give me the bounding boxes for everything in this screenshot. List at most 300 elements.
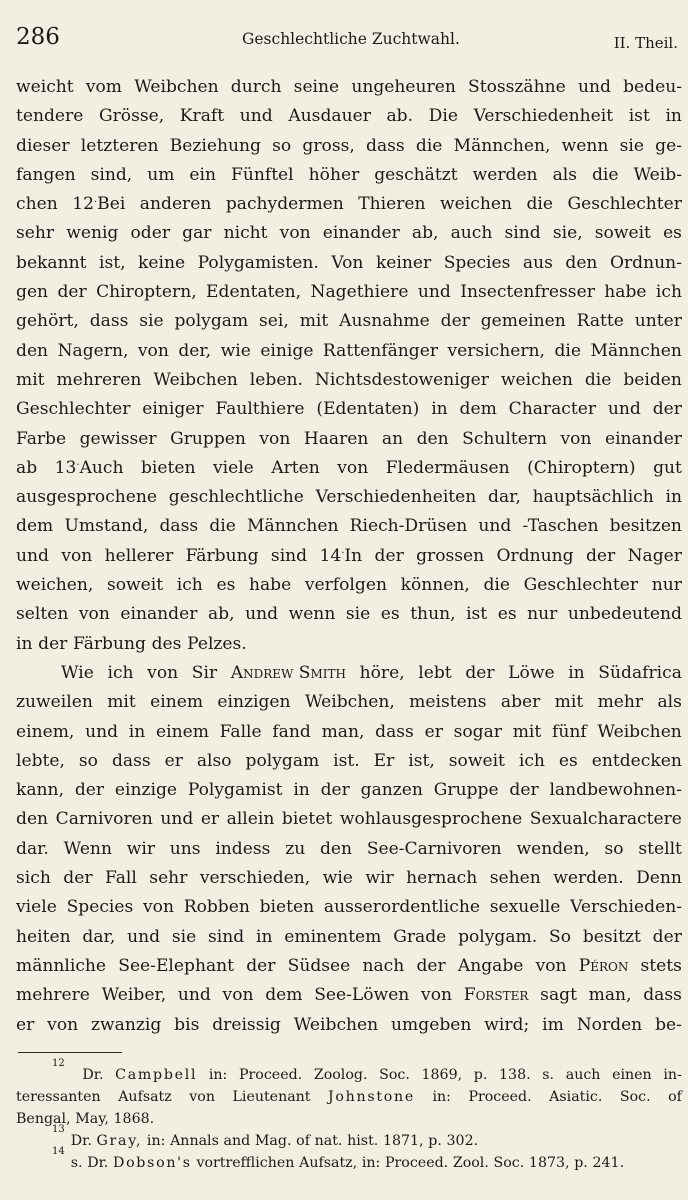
- text-line: [16, 190, 682, 219]
- word: 14.In: [319, 545, 363, 566]
- word: 241.: [592, 1155, 625, 1171]
- word: gen: [16, 282, 49, 303]
- word: sind: [270, 545, 308, 566]
- word: die: [526, 194, 553, 215]
- word: gross,: [302, 135, 355, 156]
- word: von: [189, 1089, 215, 1105]
- word: Sir: [191, 662, 218, 683]
- word: keine: [138, 252, 186, 273]
- word: versichern,: [447, 340, 545, 361]
- word: ausgesprochene: [16, 487, 158, 508]
- word: eminentem: [284, 926, 382, 947]
- footnote-line: [16, 1108, 682, 1130]
- text-line: [16, 249, 682, 278]
- word: Dr.: [87, 1155, 109, 1171]
- text-line: [16, 776, 682, 805]
- word: des: [151, 633, 182, 654]
- word: der: [374, 545, 404, 566]
- word: ab,: [207, 604, 235, 625]
- word: die: [415, 135, 443, 156]
- word: der: [57, 282, 87, 303]
- word: Geschlechter: [523, 575, 639, 596]
- word: p.: [574, 1155, 588, 1171]
- page-number: 286: [16, 24, 60, 50]
- word: 1869,: [421, 1067, 463, 1083]
- text-line: [16, 512, 682, 541]
- word: entdecken: [591, 750, 682, 771]
- word: Nagethiere: [310, 282, 409, 303]
- word: Dr.: [82, 1067, 104, 1083]
- word: ich: [176, 575, 203, 596]
- word: Asiatic.: [549, 1089, 603, 1105]
- word: aber: [500, 692, 541, 713]
- word: heiten: [16, 926, 71, 947]
- word: bieten: [259, 897, 315, 918]
- text-line: [16, 1011, 682, 1040]
- text-line: [16, 483, 682, 512]
- word: er: [164, 750, 183, 771]
- word: sexuelle: [489, 897, 561, 918]
- word: Denn: [636, 868, 682, 889]
- word: be-: [655, 1014, 682, 1035]
- word: Stosszähne: [468, 77, 566, 97]
- text-line: [16, 688, 682, 717]
- word: Färbung: [185, 545, 259, 566]
- word: Faulthiere: [215, 399, 305, 420]
- word: in: [568, 662, 585, 683]
- word: die: [591, 164, 619, 185]
- word: 302.: [446, 1133, 479, 1149]
- word: 1868.: [113, 1111, 155, 1127]
- word: 1873,: [528, 1155, 570, 1171]
- word: Edentaten,: [206, 282, 302, 303]
- word: hernach: [406, 868, 478, 889]
- word: sei,: [259, 311, 289, 332]
- text-line: [16, 337, 682, 366]
- word: geschlechtliche: [168, 487, 304, 508]
- word: habe: [248, 575, 292, 596]
- word: von: [560, 428, 592, 449]
- word: lebt: [418, 662, 452, 683]
- word: unter: [634, 311, 682, 332]
- word: Proceed.: [468, 1089, 532, 1105]
- word: seine: [293, 77, 340, 97]
- word: wenn: [561, 135, 609, 156]
- word: nat.: [314, 1133, 343, 1149]
- word: Weibchen,: [304, 692, 395, 713]
- word: von: [259, 428, 291, 449]
- word: Character: [508, 399, 597, 420]
- footnote-line: [16, 1058, 682, 1086]
- word: männliche: [16, 955, 107, 976]
- word: hellerer: [104, 545, 174, 566]
- word: hauptsächlich: [532, 487, 654, 508]
- word: der: [652, 926, 682, 947]
- running-title: Geschlechtliche Zuchtwahl.: [242, 30, 460, 48]
- word: nur: [527, 604, 558, 625]
- word: Annals: [170, 1133, 219, 1149]
- word: Fünftel: [230, 164, 294, 185]
- text-line: [16, 835, 682, 864]
- word: bieten: [140, 457, 196, 478]
- word: Péron: [578, 955, 629, 976]
- word: weichen,: [16, 575, 94, 596]
- word: verfolgen: [304, 575, 387, 596]
- word: es: [216, 575, 236, 596]
- word: teressanten: [16, 1089, 101, 1105]
- word: einander: [604, 428, 682, 449]
- word: indess: [215, 838, 271, 859]
- word: Verschieden-: [570, 897, 682, 918]
- word: in: [665, 106, 682, 127]
- word: einiger: [142, 399, 204, 420]
- word: habe: [604, 282, 647, 303]
- word: und: [245, 604, 279, 625]
- word: Zool.: [452, 1155, 489, 1171]
- word: den: [16, 340, 49, 361]
- word: es: [558, 750, 578, 771]
- word: in: [16, 633, 33, 654]
- word: ab.: [386, 106, 414, 127]
- word: Weibchen: [153, 369, 238, 390]
- word: ich: [655, 282, 682, 303]
- word: Arten: [271, 457, 320, 478]
- footnote-number: 12: [52, 1058, 65, 1069]
- word: in: [255, 926, 273, 947]
- word: tendere: [16, 106, 84, 127]
- word: höre,: [359, 662, 405, 683]
- footnote-number: 14: [52, 1146, 65, 1157]
- word: Umstand,: [64, 516, 149, 537]
- word: sie: [345, 604, 371, 625]
- word: dreissig: [212, 1014, 281, 1035]
- text-line: [16, 571, 682, 600]
- word: besitzen: [609, 516, 682, 537]
- word: mehr: [597, 692, 644, 713]
- text-line: [16, 952, 682, 981]
- word: fangen: [16, 164, 76, 185]
- text-line: [16, 425, 682, 454]
- word: Fall: [105, 868, 137, 889]
- word: ab: [16, 457, 38, 478]
- word: bedeu-: [623, 77, 682, 97]
- word: Dobson's: [112, 1155, 192, 1171]
- word: der: [74, 780, 105, 801]
- word: s.: [542, 1067, 555, 1083]
- word: so: [604, 838, 624, 859]
- word: of: [296, 1133, 310, 1149]
- word: sehen: [489, 868, 541, 889]
- word: einem: [156, 721, 209, 742]
- word: 13.Auch: [54, 457, 124, 478]
- word: mit: [16, 369, 45, 390]
- word: einander: [120, 604, 198, 625]
- word: in: [665, 487, 682, 508]
- word: Verschiedenheiten: [315, 487, 477, 508]
- word: und: [417, 282, 451, 303]
- word: vom: [85, 77, 123, 97]
- word: ist: [466, 604, 488, 625]
- text-line: [16, 278, 682, 307]
- word: letzteren: [80, 135, 159, 156]
- text-line: [16, 366, 682, 395]
- word: Mag.: [254, 1133, 292, 1149]
- word: durch: [230, 77, 282, 97]
- text-line: [16, 600, 682, 629]
- word: dem: [459, 399, 497, 420]
- word: Polygamist: [187, 780, 283, 801]
- word: Norden: [576, 1014, 643, 1035]
- word: gut: [653, 457, 682, 478]
- word: thun,: [410, 604, 456, 625]
- word: gehört,: [16, 311, 79, 332]
- text-line: [16, 659, 682, 688]
- word: zwanzig: [91, 1014, 162, 1035]
- word: aus: [522, 252, 553, 273]
- word: grossen: [416, 545, 485, 566]
- word: Südsee: [287, 955, 351, 976]
- footnote-reference: .: [341, 545, 345, 557]
- word: und: [607, 399, 641, 420]
- word: sehr: [149, 868, 188, 889]
- word: es: [497, 604, 517, 625]
- word: Thieren: [358, 194, 426, 215]
- word: Männchen: [247, 516, 339, 537]
- word: der: [63, 868, 93, 889]
- word: als: [657, 692, 682, 713]
- word: ist: [628, 106, 650, 127]
- text-line: [16, 395, 682, 424]
- word: den: [319, 838, 353, 859]
- word: geschätzt: [374, 164, 458, 185]
- word: man,: [588, 985, 632, 1006]
- word: in: [431, 399, 448, 420]
- word: der,: [178, 340, 212, 361]
- word: sind: [207, 926, 245, 947]
- word: er: [200, 809, 220, 830]
- word: wenig: [66, 223, 119, 244]
- word: in:: [146, 1133, 166, 1149]
- word: mit: [299, 311, 329, 332]
- word: Falle: [219, 721, 262, 742]
- word: chen: [16, 194, 58, 215]
- word: pachydermen: [225, 194, 344, 215]
- word: mit: [107, 692, 136, 713]
- text-line: [16, 923, 682, 952]
- word: Ordnung: [496, 545, 574, 566]
- word: sind,: [90, 164, 133, 185]
- word: so: [272, 135, 292, 156]
- text-line: [16, 542, 682, 571]
- word: Chiroptern,: [96, 282, 197, 303]
- word: höher: [308, 164, 360, 185]
- word: Forster: [463, 985, 529, 1006]
- word: Johnstone: [328, 1089, 415, 1105]
- word: ein: [189, 164, 216, 185]
- word: in-: [663, 1067, 682, 1083]
- word: ich: [518, 750, 545, 771]
- word: zuweilen: [16, 692, 93, 713]
- word: einzigen: [217, 692, 291, 713]
- text-line: [16, 893, 682, 922]
- word: in: [128, 721, 146, 742]
- word: Die: [428, 106, 458, 127]
- word: soweit: [106, 575, 164, 596]
- word: und: [16, 545, 49, 566]
- word: von: [78, 604, 110, 625]
- word: an: [381, 428, 404, 449]
- text-line: [16, 630, 682, 659]
- word: Rattenfänger: [322, 340, 438, 361]
- footnote-number: 13: [52, 1124, 65, 1135]
- word: in:: [208, 1067, 228, 1083]
- word: in:: [432, 1089, 451, 1105]
- word: soweit: [448, 750, 505, 771]
- word: keiner: [375, 252, 432, 273]
- word: dar.: [16, 838, 49, 859]
- word: dem: [16, 516, 54, 537]
- word: See-Carnivoren: [366, 838, 502, 859]
- word: -Taschen: [522, 516, 599, 537]
- word: Soc.: [379, 1067, 410, 1083]
- word: s.: [70, 1155, 83, 1171]
- word: von: [535, 955, 567, 976]
- word: sagt: [540, 985, 577, 1006]
- word: im: [542, 1014, 564, 1035]
- word: den: [16, 809, 49, 830]
- word: die: [584, 369, 612, 390]
- word: See-Elephant: [118, 955, 235, 976]
- word: sich: [16, 868, 51, 889]
- word: der: [246, 955, 276, 976]
- word: 12.Bei: [72, 193, 126, 215]
- word: Wie: [61, 662, 94, 683]
- word: kann,: [16, 780, 65, 801]
- word: uns: [169, 838, 201, 859]
- word: werden: [472, 164, 538, 185]
- footnote-line: [16, 1124, 682, 1152]
- word: Nagern,: [57, 340, 129, 361]
- word: Geschlechter: [16, 399, 131, 420]
- word: von: [143, 897, 174, 918]
- word: anderen: [139, 194, 212, 215]
- word: Wenn: [63, 838, 112, 859]
- word: ist,: [408, 750, 435, 771]
- word: Lieutenant: [232, 1089, 311, 1105]
- word: die: [209, 516, 236, 537]
- word: und: [478, 516, 512, 537]
- word: Er: [373, 750, 395, 771]
- word: Pelzes.: [187, 633, 247, 654]
- word: Sexualcharactere: [529, 809, 682, 830]
- word: den: [416, 428, 449, 449]
- word: ge-: [655, 135, 682, 156]
- word: hist.: [347, 1133, 379, 1149]
- word: Weib-: [633, 164, 682, 185]
- word: einige: [260, 340, 314, 361]
- word: nach: [362, 955, 405, 976]
- word: p.: [473, 1067, 488, 1083]
- word: von: [61, 545, 93, 566]
- word: Gray,: [96, 1133, 143, 1149]
- word: um: [147, 164, 175, 185]
- word: and: [223, 1133, 251, 1149]
- word: umgeben: [391, 1014, 472, 1035]
- word: ganzen: [360, 780, 423, 801]
- word: Ratte: [576, 311, 624, 332]
- word: of: [668, 1089, 682, 1105]
- word: landbewohnen-: [549, 780, 682, 801]
- word: Weiber,: [101, 985, 167, 1006]
- word: sie,: [552, 223, 583, 244]
- word: Weibchen: [134, 77, 219, 97]
- text-line: [16, 219, 682, 248]
- body-text: [16, 73, 682, 1040]
- word: Gruppe: [433, 780, 499, 801]
- word: dass: [159, 516, 199, 537]
- word: der: [416, 955, 446, 976]
- word: er: [16, 1014, 35, 1035]
- word: Andrew Smith: [230, 662, 346, 683]
- text-line: [16, 307, 682, 336]
- word: Soc.: [619, 1089, 651, 1105]
- word: Ausnahme: [339, 311, 430, 332]
- text-line: [16, 805, 682, 834]
- word: Insectenfresser: [460, 282, 595, 303]
- word: weicht: [16, 77, 74, 97]
- word: wie: [322, 868, 353, 889]
- word: Proceed.: [238, 1067, 303, 1083]
- word: leben.: [249, 369, 303, 390]
- word: der: [465, 662, 495, 683]
- word: sie: [619, 135, 644, 156]
- word: und: [85, 721, 119, 742]
- word: Proceed.: [384, 1155, 449, 1171]
- word: Verschiedenheit: [473, 106, 614, 127]
- word: der: [440, 311, 470, 332]
- word: viele: [212, 457, 254, 478]
- word: Gruppen: [170, 428, 246, 449]
- word: polygam: [174, 311, 249, 332]
- word: Fledermäusen: [385, 457, 510, 478]
- word: verschieden,: [199, 868, 311, 889]
- footnote-line: [16, 1086, 682, 1108]
- word: Campbell: [115, 1067, 198, 1083]
- footnote-divider: [18, 1052, 122, 1053]
- word: bietet: [281, 809, 333, 830]
- word: gemeinen: [480, 311, 566, 332]
- word: Ausdauer: [288, 106, 371, 127]
- text-line: [16, 132, 682, 161]
- word: von: [147, 662, 179, 683]
- footnotes: [16, 1058, 682, 1174]
- word: werden.: [553, 868, 624, 889]
- word: mehreren: [56, 369, 142, 390]
- word: Soc.: [493, 1155, 525, 1171]
- word: Zoolog.: [313, 1067, 368, 1083]
- word: ist.: [333, 750, 360, 771]
- word: der: [509, 780, 539, 801]
- word: polygam: [245, 750, 320, 771]
- word: von: [337, 457, 369, 478]
- word: Beziehung: [169, 135, 261, 156]
- word: (Edentaten): [316, 399, 420, 420]
- word: Weibchen: [293, 1014, 379, 1035]
- word: Aufsatz: [118, 1089, 172, 1105]
- footnote-line: [16, 1146, 682, 1174]
- word: Grade: [393, 926, 447, 947]
- text-line: [16, 718, 682, 747]
